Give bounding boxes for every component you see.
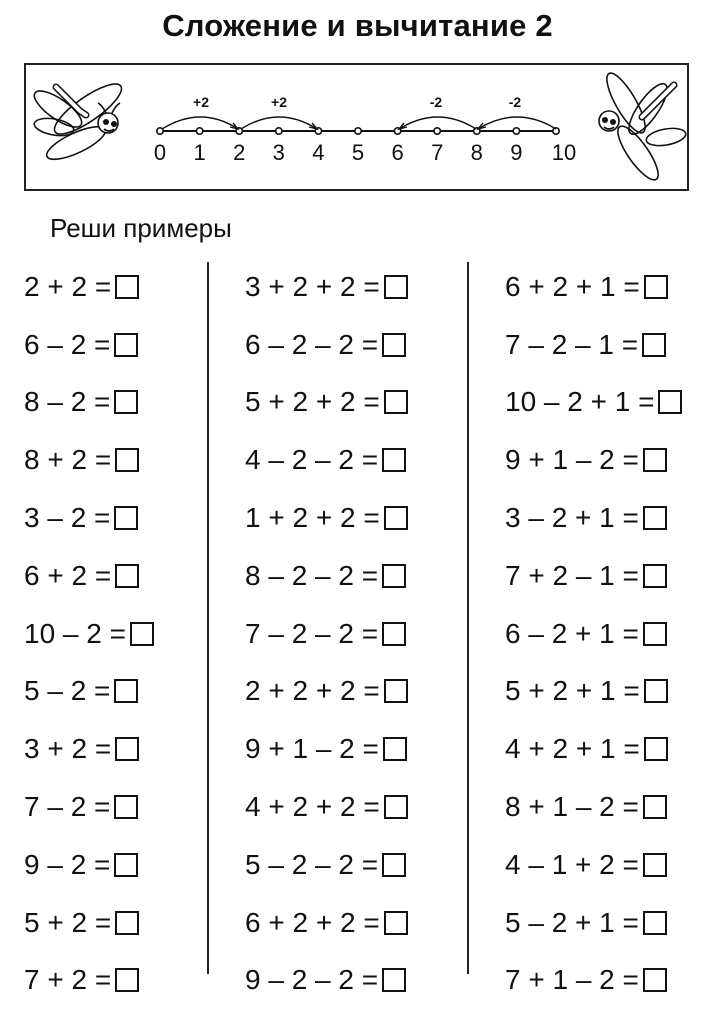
expression: 10 – 2 = xyxy=(24,617,126,649)
page-title: Сложение и вычитание 2 xyxy=(162,8,553,43)
answer-box[interactable] xyxy=(658,390,682,414)
problem-row xyxy=(505,663,682,721)
expression: 7 + 2 – 1 = xyxy=(505,559,639,591)
answer-box[interactable] xyxy=(114,333,138,357)
problem-row xyxy=(24,316,154,374)
answer-box[interactable] xyxy=(382,853,406,877)
problem-row xyxy=(505,374,682,432)
expression: 4 – 2 – 2 = xyxy=(245,444,379,476)
answer-box[interactable] xyxy=(115,564,139,588)
answer-box[interactable] xyxy=(383,737,407,761)
expression: 9 – 2 – 2 = xyxy=(245,964,379,996)
problem-row xyxy=(24,720,154,778)
expression: 7 – 2 – 2 = xyxy=(245,617,379,649)
expression: 6 + 2 + 1 = xyxy=(505,270,640,302)
expression: 4 + 2 + 1 = xyxy=(505,733,640,765)
problem-row xyxy=(24,489,154,547)
problem-row xyxy=(245,374,408,432)
answer-box[interactable] xyxy=(115,968,139,992)
problem-row xyxy=(245,489,408,547)
problem-row xyxy=(505,720,682,778)
column-divider xyxy=(467,262,469,974)
problem-row xyxy=(245,258,408,316)
problem-row xyxy=(505,836,682,894)
answer-box[interactable] xyxy=(642,333,666,357)
number-label: 5 xyxy=(351,140,365,165)
answer-box[interactable] xyxy=(643,622,667,646)
problem-row xyxy=(245,316,408,374)
expression: 3 – 2 + 1 = xyxy=(505,502,639,534)
expression: 8 + 1 – 2 = xyxy=(505,791,639,823)
expression: 4 + 2 + 2 = xyxy=(245,791,380,823)
answer-box[interactable] xyxy=(114,506,138,530)
answer-box[interactable] xyxy=(382,622,406,646)
expression: 5 – 2 + 1 = xyxy=(505,906,639,938)
answer-box[interactable] xyxy=(643,506,667,530)
number-label: 1 xyxy=(193,140,206,165)
expression: 9 – 2 = xyxy=(24,848,111,880)
number-label: 0 xyxy=(153,140,167,165)
expression: 5 – 2 = xyxy=(24,675,111,707)
number-line-illustration xyxy=(26,65,691,193)
expression: 5 + 2 = xyxy=(24,906,112,938)
answer-box[interactable] xyxy=(384,506,408,530)
problem-row xyxy=(24,778,154,836)
problem-row xyxy=(24,605,154,663)
number-line-tick xyxy=(513,128,519,134)
expression: 7 – 2 – 1 = xyxy=(505,328,639,360)
problem-row xyxy=(245,605,408,663)
answer-box[interactable] xyxy=(114,390,138,414)
number-label: 6 xyxy=(391,140,404,165)
answer-box[interactable] xyxy=(114,679,138,703)
dragonfly-left-icon xyxy=(29,76,127,165)
problem-row xyxy=(24,894,154,952)
answer-box[interactable] xyxy=(384,390,408,414)
problem-row xyxy=(505,316,682,374)
answer-box[interactable] xyxy=(384,275,408,299)
expression: 3 – 2 = xyxy=(24,502,111,534)
problem-row xyxy=(245,894,408,952)
problem-row xyxy=(245,720,408,778)
hop-label: -2 xyxy=(429,94,443,110)
problem-row xyxy=(24,258,154,316)
instruction-text: Реши примеры xyxy=(50,213,232,243)
number-label: 4 xyxy=(312,140,325,165)
expression: 3 + 2 + 2 = xyxy=(245,270,380,302)
expression: 8 + 2 = xyxy=(24,444,112,476)
answer-box[interactable] xyxy=(643,564,667,588)
problem-row xyxy=(505,489,682,547)
problem-row xyxy=(245,431,408,489)
problem-row xyxy=(24,663,154,721)
answer-box[interactable] xyxy=(115,275,139,299)
number-label: 8 xyxy=(470,140,483,165)
expression: 9 + 1 – 2 = xyxy=(245,733,379,765)
expression: 8 – 2 = xyxy=(24,386,111,418)
problem-row xyxy=(24,547,154,605)
problems-column-2 xyxy=(245,258,408,1009)
hop-label: -2 xyxy=(508,94,522,110)
number-line-tick xyxy=(355,128,361,134)
expression: 6 – 2 – 2 = xyxy=(245,328,379,360)
number-label: 10 xyxy=(551,140,577,165)
answer-box[interactable] xyxy=(382,564,406,588)
expression: 6 + 2 + 2 = xyxy=(245,906,380,938)
hop-label: +2 xyxy=(193,94,209,110)
problem-row xyxy=(24,374,154,432)
number-label: 2 xyxy=(233,140,246,165)
problems-column-1 xyxy=(24,258,154,1009)
answer-box[interactable] xyxy=(643,448,667,472)
expression: 5 + 2 + 2 = xyxy=(245,386,380,418)
answer-box[interactable] xyxy=(115,448,139,472)
answer-box[interactable] xyxy=(114,853,138,877)
number-line-tick xyxy=(276,128,282,134)
number-label: 7 xyxy=(431,140,444,165)
number-line-tick xyxy=(434,128,440,134)
expression: 2 + 2 = xyxy=(24,270,112,302)
problem-row xyxy=(24,836,154,894)
expression: 6 – 2 + 1 = xyxy=(505,617,639,649)
expression: 7 + 2 = xyxy=(24,964,112,996)
number-line-banner xyxy=(24,63,689,191)
expression: 5 + 2 + 1 = xyxy=(505,675,640,707)
answer-box[interactable] xyxy=(644,679,668,703)
expression: 9 + 1 – 2 = xyxy=(505,444,639,476)
answer-box[interactable] xyxy=(115,737,139,761)
expression: 7 + 1 – 2 = xyxy=(505,964,639,996)
expression: 2 + 2 + 2 = xyxy=(245,675,380,707)
problem-row xyxy=(245,952,408,1009)
expression: 8 – 2 – 2 = xyxy=(245,559,379,591)
problem-row xyxy=(245,778,408,836)
expression: 6 + 2 = xyxy=(24,559,112,591)
number-line-tick xyxy=(196,128,202,134)
answer-box[interactable] xyxy=(384,911,408,935)
answer-box[interactable] xyxy=(384,795,408,819)
problem-row xyxy=(24,952,154,1009)
number-label: 9 xyxy=(510,140,523,165)
answer-box[interactable] xyxy=(643,911,667,935)
expression: 3 + 2 = xyxy=(24,733,112,765)
answer-box[interactable] xyxy=(382,333,406,357)
column-divider xyxy=(207,262,209,974)
problem-row xyxy=(505,605,682,663)
answer-box[interactable] xyxy=(384,679,408,703)
answer-box[interactable] xyxy=(382,968,406,992)
answer-box[interactable] xyxy=(643,853,667,877)
expression: 1 + 2 + 2 = xyxy=(245,502,380,534)
hop-label: +2 xyxy=(271,94,287,110)
problem-row xyxy=(505,431,682,489)
expression: 10 – 2 + 1 = xyxy=(505,386,655,418)
problem-row xyxy=(505,952,682,1009)
problem-row xyxy=(24,431,154,489)
answer-box[interactable] xyxy=(115,911,139,935)
answer-box[interactable] xyxy=(130,622,154,646)
dragonfly-right-icon xyxy=(599,69,687,185)
answer-box[interactable] xyxy=(644,737,668,761)
problem-row xyxy=(505,778,682,836)
expression: 5 – 2 – 2 = xyxy=(245,848,379,880)
problem-row xyxy=(245,836,408,894)
answer-box[interactable] xyxy=(382,448,406,472)
answer-box[interactable] xyxy=(644,275,668,299)
answer-box[interactable] xyxy=(643,795,667,819)
number-label: 3 xyxy=(272,140,285,165)
expression: 4 – 1 + 2 = xyxy=(505,848,639,880)
answer-box[interactable] xyxy=(643,968,667,992)
expression: 6 – 2 = xyxy=(24,328,111,360)
problem-row xyxy=(505,258,682,316)
answer-box[interactable] xyxy=(114,795,138,819)
problem-row xyxy=(245,663,408,721)
problems-column-3 xyxy=(505,258,682,1009)
problem-row xyxy=(505,547,682,605)
expression: 7 – 2 = xyxy=(24,791,111,823)
problem-row xyxy=(505,894,682,952)
problem-row xyxy=(245,547,408,605)
